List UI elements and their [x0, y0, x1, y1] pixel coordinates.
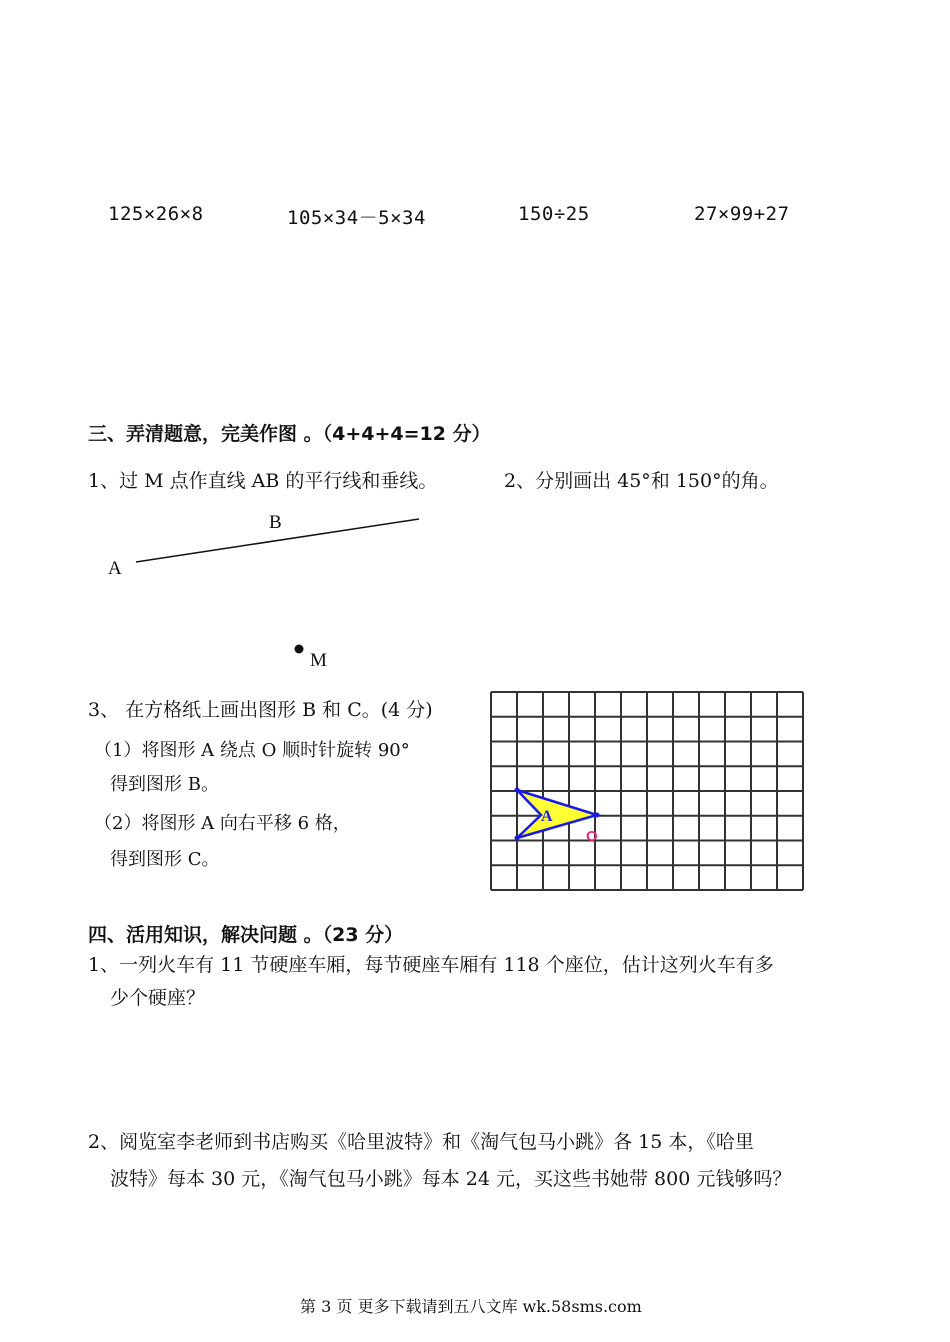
question-3-3-part1-line1: （1）将图形 A 绕点 O 顺时针旋转 90°	[94, 740, 410, 761]
expression-1: 125×26×8	[108, 203, 204, 225]
question-3-3-part2-line2: 得到图形 C。	[110, 849, 220, 870]
expression-3: 150÷25	[518, 203, 590, 225]
label-b: B	[269, 512, 282, 533]
point-m	[295, 645, 304, 654]
shape-a	[517, 790, 597, 838]
point-o-label: O	[586, 828, 598, 845]
shape-a-label: A	[541, 808, 553, 825]
question-3-1: 1、过 M 点作直线 AB 的平行线和垂线。	[88, 470, 438, 492]
question-3-3: 3、 在方格纸上画出图形 B 和 C。(4 分)	[88, 699, 433, 721]
label-a: A	[108, 558, 122, 579]
section-4-title: 四、活用知识，解决问题 。（23 分）	[88, 924, 404, 946]
problem-2-line1: 2、阅览室李老师到书店购买《哈里波特》和《淘气包马小跳》各 15 本，《哈里	[88, 1131, 754, 1153]
question-3-3-part2-line1: （2）将图形 A 向右平移 6 格，	[94, 813, 351, 834]
problem-1-line2: 少个硬座？	[110, 987, 206, 1009]
question-3-2: 2、分别画出 45°和 150°的角。	[504, 470, 779, 492]
page-footer: 第 3 页 更多下载请到五八文库 wk.58sms.com	[300, 1297, 642, 1316]
section-3-title: 三、弄清题意，完美作图 。（4+4+4=12 分）	[88, 423, 491, 445]
expression-2: 105×34－5×34	[287, 207, 426, 229]
expression-4: 27×99+27	[694, 203, 790, 225]
question-3-3-part1-line2: 得到图形 B。	[110, 774, 219, 795]
problem-2-line2: 波特》每本 30 元，《淘气包马小跳》每本 24 元，买这些书她带 800 元钱够吗？	[110, 1168, 792, 1190]
label-m: M	[310, 650, 327, 671]
problem-1-line1: 1、一列火车有 11 节硬座车厢，每节硬座车厢有 118 个座位，估计这列火车有多	[88, 954, 774, 976]
grid-paper	[489, 690, 804, 892]
